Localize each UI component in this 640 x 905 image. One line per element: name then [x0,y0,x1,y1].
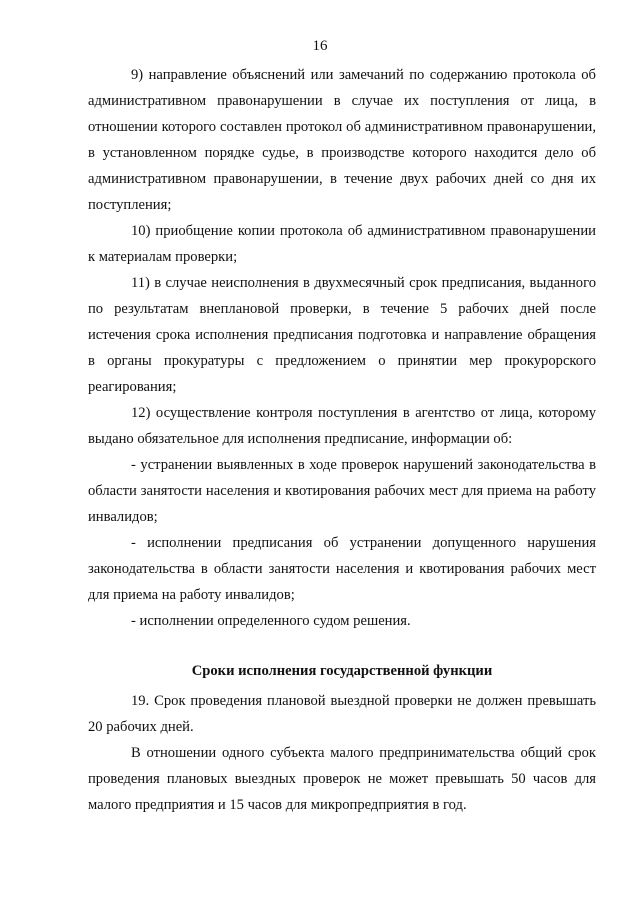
paragraph-item-11: 11) в случае неисполнения в двухмесячный срок предписания, выданного по результатам внеплановой проверки, в течение 5 рабочих дней после истечения срока исполнения предписания подготовка и направление обращения в органы прокуратуры с предложением о принятии мер прокурорского реагирования; [88,275,596,395]
paragraph-item-9: 9) направление объяснений или замечаний по содержанию протокола об административном правонарушении в случае их поступления от лица, в отношении которого составлен протокол об административном правонарушении, в установленном порядке судье, в производстве которого находится дело об административном правонарушении, в течение двух рабочих дней со дня их поступления; [88,67,596,213]
page-number: 16 [312,38,328,54]
paragraph-item-19: 19. Срок проведения плановой выездной проверки не должен превышать 20 рабочих дней. [88,693,596,735]
section-heading: Сроки исполнения государственной функции [191,663,493,679]
list-item-order-execution: - исполнении предписания об устранении допущенного нарушения законодательства в области занятости населения и квотирования рабочих мест для приема на работу инвалидов; [88,535,596,603]
list-item-court-decision: - исполнении определенного судом решения. [131,613,411,629]
paragraph-small-business-limit: В отношении одного субъекта малого предпринимательства общий срок проведения плановых выездных проверок не может превышать 50 часов для малого предприятия и 15 часов для микропредприятия в год. [88,745,596,813]
paragraph-item-10: 10) приобщение копии протокола об административном правонарушении к материалам проверки; [88,223,596,265]
paragraph-item-12: 12) осуществление контроля поступления в агентство от лица, которому выдано обязательное для исполнения предписание, информации об: [88,405,596,447]
document-body [88,62,596,818]
list-item-violations: - устранении выявленных в ходе проверок нарушений законодательства в области занятости населения и квотирования рабочих мест для приема на работу инвалидов; [88,457,596,525]
